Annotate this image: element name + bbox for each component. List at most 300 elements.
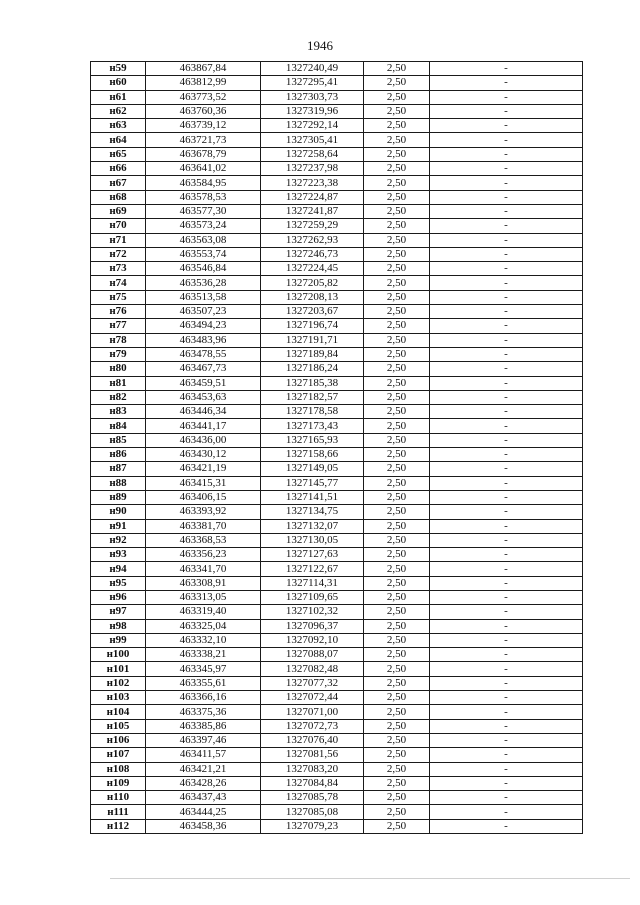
error-value-cell: 2,50 bbox=[364, 590, 430, 604]
table-row bbox=[91, 219, 583, 233]
x-coordinate-cell: 463437,43 bbox=[146, 791, 261, 805]
note-cell: - bbox=[430, 133, 583, 147]
note-cell: - bbox=[430, 233, 583, 247]
y-coordinate-cell: 1327208,13 bbox=[261, 290, 364, 304]
note-cell: - bbox=[430, 433, 583, 447]
x-coordinate-cell: 463341,70 bbox=[146, 562, 261, 576]
point-id-cell: н90 bbox=[91, 505, 146, 519]
error-value-cell: 2,50 bbox=[364, 204, 430, 218]
table-row bbox=[91, 133, 583, 147]
table-row bbox=[91, 490, 583, 504]
point-id-cell: н97 bbox=[91, 605, 146, 619]
note-cell: - bbox=[430, 533, 583, 547]
error-value-cell: 2,50 bbox=[364, 733, 430, 747]
x-coordinate-cell: 463375,36 bbox=[146, 705, 261, 719]
table-row bbox=[91, 590, 583, 604]
x-coordinate-cell: 463345,97 bbox=[146, 662, 261, 676]
point-id-cell: н62 bbox=[91, 104, 146, 118]
x-coordinate-cell: 463458,36 bbox=[146, 819, 261, 833]
note-cell: - bbox=[430, 347, 583, 361]
y-coordinate-cell: 1327205,82 bbox=[261, 276, 364, 290]
table-row bbox=[91, 776, 583, 790]
note-cell: - bbox=[430, 576, 583, 590]
note-cell: - bbox=[430, 791, 583, 805]
point-id-cell: н81 bbox=[91, 376, 146, 390]
error-value-cell: 2,50 bbox=[364, 562, 430, 576]
error-value-cell: 2,50 bbox=[364, 762, 430, 776]
y-coordinate-cell: 1327079,23 bbox=[261, 819, 364, 833]
y-coordinate-cell: 1327185,38 bbox=[261, 376, 364, 390]
note-cell: - bbox=[430, 819, 583, 833]
table-row bbox=[91, 633, 583, 647]
y-coordinate-cell: 1327178,58 bbox=[261, 405, 364, 419]
error-value-cell: 2,50 bbox=[364, 233, 430, 247]
table-row bbox=[91, 462, 583, 476]
point-id-cell: н92 bbox=[91, 533, 146, 547]
error-value-cell: 2,50 bbox=[364, 390, 430, 404]
table-row bbox=[91, 247, 583, 261]
x-coordinate-cell: 463577,30 bbox=[146, 204, 261, 218]
x-coordinate-cell: 463421,21 bbox=[146, 762, 261, 776]
table-row bbox=[91, 762, 583, 776]
table-row bbox=[91, 233, 583, 247]
table-row bbox=[91, 262, 583, 276]
error-value-cell: 2,50 bbox=[364, 476, 430, 490]
note-cell: - bbox=[430, 448, 583, 462]
error-value-cell: 2,50 bbox=[364, 62, 430, 76]
x-coordinate-cell: 463453,63 bbox=[146, 390, 261, 404]
x-coordinate-cell: 463366,16 bbox=[146, 691, 261, 705]
y-coordinate-cell: 1327127,63 bbox=[261, 548, 364, 562]
error-value-cell: 2,50 bbox=[364, 791, 430, 805]
table-row bbox=[91, 476, 583, 490]
error-value-cell: 2,50 bbox=[364, 276, 430, 290]
error-value-cell: 2,50 bbox=[364, 490, 430, 504]
y-coordinate-cell: 1327165,93 bbox=[261, 433, 364, 447]
table-row bbox=[91, 204, 583, 218]
note-cell: - bbox=[430, 762, 583, 776]
y-coordinate-cell: 1327088,07 bbox=[261, 648, 364, 662]
table-row bbox=[91, 176, 583, 190]
x-coordinate-cell: 463325,04 bbox=[146, 619, 261, 633]
table-row bbox=[91, 748, 583, 762]
point-id-cell: н91 bbox=[91, 519, 146, 533]
x-coordinate-cell: 463584,95 bbox=[146, 176, 261, 190]
note-cell: - bbox=[430, 162, 583, 176]
table-row bbox=[91, 147, 583, 161]
error-value-cell: 2,50 bbox=[364, 419, 430, 433]
note-cell: - bbox=[430, 419, 583, 433]
y-coordinate-cell: 1327258,64 bbox=[261, 147, 364, 161]
page-bottom-line bbox=[110, 878, 630, 879]
error-value-cell: 2,50 bbox=[364, 748, 430, 762]
table-row bbox=[91, 733, 583, 747]
note-cell: - bbox=[430, 305, 583, 319]
point-id-cell: н100 bbox=[91, 648, 146, 662]
x-coordinate-cell: 463812,99 bbox=[146, 76, 261, 90]
x-coordinate-cell: 463494,23 bbox=[146, 319, 261, 333]
note-cell: - bbox=[430, 705, 583, 719]
note-cell: - bbox=[430, 776, 583, 790]
point-id-cell: н104 bbox=[91, 705, 146, 719]
table-row bbox=[91, 90, 583, 104]
y-coordinate-cell: 1327096,37 bbox=[261, 619, 364, 633]
y-coordinate-cell: 1327092,10 bbox=[261, 633, 364, 647]
note-cell: - bbox=[430, 662, 583, 676]
y-coordinate-cell: 1327122,67 bbox=[261, 562, 364, 576]
error-value-cell: 2,50 bbox=[364, 247, 430, 261]
table-row bbox=[91, 347, 583, 361]
y-coordinate-cell: 1327240,49 bbox=[261, 62, 364, 76]
note-cell: - bbox=[430, 733, 583, 747]
point-id-cell: н99 bbox=[91, 633, 146, 647]
y-coordinate-cell: 1327141,51 bbox=[261, 490, 364, 504]
x-coordinate-cell: 463867,84 bbox=[146, 62, 261, 76]
y-coordinate-cell: 1327262,93 bbox=[261, 233, 364, 247]
x-coordinate-cell: 463739,12 bbox=[146, 119, 261, 133]
y-coordinate-cell: 1327081,56 bbox=[261, 748, 364, 762]
note-cell: - bbox=[430, 519, 583, 533]
y-coordinate-cell: 1327182,57 bbox=[261, 390, 364, 404]
point-id-cell: н74 bbox=[91, 276, 146, 290]
x-coordinate-cell: 463415,31 bbox=[146, 476, 261, 490]
x-coordinate-cell: 463760,36 bbox=[146, 104, 261, 118]
point-id-cell: н80 bbox=[91, 362, 146, 376]
error-value-cell: 2,50 bbox=[364, 262, 430, 276]
note-cell: - bbox=[430, 319, 583, 333]
error-value-cell: 2,50 bbox=[364, 548, 430, 562]
table-row bbox=[91, 691, 583, 705]
y-coordinate-cell: 1327237,98 bbox=[261, 162, 364, 176]
table-row bbox=[91, 719, 583, 733]
x-coordinate-cell: 463430,12 bbox=[146, 448, 261, 462]
x-coordinate-cell: 463308,91 bbox=[146, 576, 261, 590]
point-id-cell: н109 bbox=[91, 776, 146, 790]
note-cell: - bbox=[430, 490, 583, 504]
y-coordinate-cell: 1327303,73 bbox=[261, 90, 364, 104]
y-coordinate-cell: 1327158,66 bbox=[261, 448, 364, 462]
x-coordinate-cell: 463721,73 bbox=[146, 133, 261, 147]
table-row bbox=[91, 576, 583, 590]
note-cell: - bbox=[430, 276, 583, 290]
x-coordinate-cell: 463428,26 bbox=[146, 776, 261, 790]
table-row bbox=[91, 605, 583, 619]
point-id-cell: н106 bbox=[91, 733, 146, 747]
point-id-cell: н70 bbox=[91, 219, 146, 233]
table-row bbox=[91, 376, 583, 390]
table-row bbox=[91, 290, 583, 304]
y-coordinate-cell: 1327071,00 bbox=[261, 705, 364, 719]
table-row bbox=[91, 562, 583, 576]
point-id-cell: н82 bbox=[91, 390, 146, 404]
y-coordinate-cell: 1327203,67 bbox=[261, 305, 364, 319]
y-coordinate-cell: 1327102,32 bbox=[261, 605, 364, 619]
error-value-cell: 2,50 bbox=[364, 662, 430, 676]
y-coordinate-cell: 1327085,08 bbox=[261, 805, 364, 819]
x-coordinate-cell: 463563,08 bbox=[146, 233, 261, 247]
table-row bbox=[91, 662, 583, 676]
error-value-cell: 2,50 bbox=[364, 505, 430, 519]
x-coordinate-cell: 463356,23 bbox=[146, 548, 261, 562]
table-row bbox=[91, 819, 583, 833]
note-cell: - bbox=[430, 505, 583, 519]
note-cell: - bbox=[430, 62, 583, 76]
point-id-cell: н87 bbox=[91, 462, 146, 476]
error-value-cell: 2,50 bbox=[364, 676, 430, 690]
y-coordinate-cell: 1327305,41 bbox=[261, 133, 364, 147]
note-cell: - bbox=[430, 390, 583, 404]
y-coordinate-cell: 1327109,65 bbox=[261, 590, 364, 604]
note-cell: - bbox=[430, 219, 583, 233]
y-coordinate-cell: 1327114,31 bbox=[261, 576, 364, 590]
x-coordinate-cell: 463546,84 bbox=[146, 262, 261, 276]
x-coordinate-cell: 463773,52 bbox=[146, 90, 261, 104]
point-id-cell: н103 bbox=[91, 691, 146, 705]
error-value-cell: 2,50 bbox=[364, 76, 430, 90]
x-coordinate-cell: 463553,74 bbox=[146, 247, 261, 261]
x-coordinate-cell: 463368,53 bbox=[146, 533, 261, 547]
table-row bbox=[91, 448, 583, 462]
error-value-cell: 2,50 bbox=[364, 119, 430, 133]
y-coordinate-cell: 1327196,74 bbox=[261, 319, 364, 333]
error-value-cell: 2,50 bbox=[364, 219, 430, 233]
x-coordinate-cell: 463573,24 bbox=[146, 219, 261, 233]
error-value-cell: 2,50 bbox=[364, 362, 430, 376]
y-coordinate-cell: 1327224,45 bbox=[261, 262, 364, 276]
x-coordinate-cell: 463483,96 bbox=[146, 333, 261, 347]
point-id-cell: н88 bbox=[91, 476, 146, 490]
x-coordinate-cell: 463411,57 bbox=[146, 748, 261, 762]
y-coordinate-cell: 1327189,84 bbox=[261, 347, 364, 361]
error-value-cell: 2,50 bbox=[364, 376, 430, 390]
point-id-cell: н71 bbox=[91, 233, 146, 247]
point-id-cell: н83 bbox=[91, 405, 146, 419]
point-id-cell: н86 bbox=[91, 448, 146, 462]
note-cell: - bbox=[430, 648, 583, 662]
y-coordinate-cell: 1327295,41 bbox=[261, 76, 364, 90]
note-cell: - bbox=[430, 748, 583, 762]
note-cell: - bbox=[430, 119, 583, 133]
error-value-cell: 2,50 bbox=[364, 433, 430, 447]
error-value-cell: 2,50 bbox=[364, 176, 430, 190]
point-id-cell: н93 bbox=[91, 548, 146, 562]
error-value-cell: 2,50 bbox=[364, 576, 430, 590]
note-cell: - bbox=[430, 605, 583, 619]
note-cell: - bbox=[430, 719, 583, 733]
y-coordinate-cell: 1327076,40 bbox=[261, 733, 364, 747]
y-coordinate-cell: 1327259,29 bbox=[261, 219, 364, 233]
table-row bbox=[91, 519, 583, 533]
note-cell: - bbox=[430, 805, 583, 819]
table-row bbox=[91, 548, 583, 562]
note-cell: - bbox=[430, 676, 583, 690]
table-row bbox=[91, 333, 583, 347]
error-value-cell: 2,50 bbox=[364, 691, 430, 705]
point-id-cell: н65 bbox=[91, 147, 146, 161]
table-row bbox=[91, 619, 583, 633]
x-coordinate-cell: 463441,17 bbox=[146, 419, 261, 433]
table-row bbox=[91, 76, 583, 90]
point-id-cell: н67 bbox=[91, 176, 146, 190]
point-id-cell: н73 bbox=[91, 262, 146, 276]
y-coordinate-cell: 1327084,84 bbox=[261, 776, 364, 790]
point-id-cell: н77 bbox=[91, 319, 146, 333]
coordinates-table-body bbox=[91, 62, 583, 834]
note-cell: - bbox=[430, 147, 583, 161]
error-value-cell: 2,50 bbox=[364, 319, 430, 333]
error-value-cell: 2,50 bbox=[364, 333, 430, 347]
table-row bbox=[91, 405, 583, 419]
table-row bbox=[91, 505, 583, 519]
error-value-cell: 2,50 bbox=[364, 290, 430, 304]
point-id-cell: н84 bbox=[91, 419, 146, 433]
point-id-cell: н76 bbox=[91, 305, 146, 319]
y-coordinate-cell: 1327077,32 bbox=[261, 676, 364, 690]
point-id-cell: н64 bbox=[91, 133, 146, 147]
error-value-cell: 2,50 bbox=[364, 448, 430, 462]
error-value-cell: 2,50 bbox=[364, 519, 430, 533]
note-cell: - bbox=[430, 362, 583, 376]
x-coordinate-cell: 463446,34 bbox=[146, 405, 261, 419]
y-coordinate-cell: 1327292,14 bbox=[261, 119, 364, 133]
point-id-cell: н63 bbox=[91, 119, 146, 133]
table-row bbox=[91, 390, 583, 404]
x-coordinate-cell: 463332,10 bbox=[146, 633, 261, 647]
note-cell: - bbox=[430, 204, 583, 218]
y-coordinate-cell: 1327319,96 bbox=[261, 104, 364, 118]
x-coordinate-cell: 463444,25 bbox=[146, 805, 261, 819]
x-coordinate-cell: 463478,55 bbox=[146, 347, 261, 361]
note-cell: - bbox=[430, 633, 583, 647]
note-cell: - bbox=[430, 90, 583, 104]
y-coordinate-cell: 1327246,73 bbox=[261, 247, 364, 261]
error-value-cell: 2,50 bbox=[364, 162, 430, 176]
y-coordinate-cell: 1327145,77 bbox=[261, 476, 364, 490]
point-id-cell: н105 bbox=[91, 719, 146, 733]
note-cell: - bbox=[430, 590, 583, 604]
point-id-cell: н95 bbox=[91, 576, 146, 590]
point-id-cell: н68 bbox=[91, 190, 146, 204]
y-coordinate-cell: 1327173,43 bbox=[261, 419, 364, 433]
note-cell: - bbox=[430, 176, 583, 190]
point-id-cell: н98 bbox=[91, 619, 146, 633]
note-cell: - bbox=[430, 333, 583, 347]
error-value-cell: 2,50 bbox=[364, 533, 430, 547]
x-coordinate-cell: 463385,86 bbox=[146, 719, 261, 733]
error-value-cell: 2,50 bbox=[364, 819, 430, 833]
note-cell: - bbox=[430, 104, 583, 118]
x-coordinate-cell: 463393,92 bbox=[146, 505, 261, 519]
x-coordinate-cell: 463381,70 bbox=[146, 519, 261, 533]
page-number: 1946 bbox=[307, 38, 333, 53]
point-id-cell: н85 bbox=[91, 433, 146, 447]
y-coordinate-cell: 1327241,87 bbox=[261, 204, 364, 218]
y-coordinate-cell: 1327083,20 bbox=[261, 762, 364, 776]
error-value-cell: 2,50 bbox=[364, 305, 430, 319]
error-value-cell: 2,50 bbox=[364, 648, 430, 662]
table-row bbox=[91, 305, 583, 319]
table-row bbox=[91, 805, 583, 819]
y-coordinate-cell: 1327072,44 bbox=[261, 691, 364, 705]
point-id-cell: н75 bbox=[91, 290, 146, 304]
error-value-cell: 2,50 bbox=[364, 719, 430, 733]
error-value-cell: 2,50 bbox=[364, 805, 430, 819]
note-cell: - bbox=[430, 405, 583, 419]
table-row bbox=[91, 104, 583, 118]
error-value-cell: 2,50 bbox=[364, 776, 430, 790]
coordinates-table bbox=[90, 61, 583, 834]
x-coordinate-cell: 463578,53 bbox=[146, 190, 261, 204]
error-value-cell: 2,50 bbox=[364, 705, 430, 719]
note-cell: - bbox=[430, 376, 583, 390]
y-coordinate-cell: 1327224,87 bbox=[261, 190, 364, 204]
table-row bbox=[91, 362, 583, 376]
y-coordinate-cell: 1327191,71 bbox=[261, 333, 364, 347]
table-row bbox=[91, 162, 583, 176]
table-row bbox=[91, 705, 583, 719]
point-id-cell: н59 bbox=[91, 62, 146, 76]
x-coordinate-cell: 463355,61 bbox=[146, 676, 261, 690]
point-id-cell: н107 bbox=[91, 748, 146, 762]
x-coordinate-cell: 463319,40 bbox=[146, 605, 261, 619]
note-cell: - bbox=[430, 190, 583, 204]
note-cell: - bbox=[430, 548, 583, 562]
error-value-cell: 2,50 bbox=[364, 462, 430, 476]
y-coordinate-cell: 1327085,78 bbox=[261, 791, 364, 805]
y-coordinate-cell: 1327132,07 bbox=[261, 519, 364, 533]
error-value-cell: 2,50 bbox=[364, 147, 430, 161]
point-id-cell: н111 bbox=[91, 805, 146, 819]
x-coordinate-cell: 463406,15 bbox=[146, 490, 261, 504]
note-cell: - bbox=[430, 262, 583, 276]
table-row bbox=[91, 190, 583, 204]
x-coordinate-cell: 463467,73 bbox=[146, 362, 261, 376]
error-value-cell: 2,50 bbox=[364, 347, 430, 361]
table-row bbox=[91, 276, 583, 290]
y-coordinate-cell: 1327149,05 bbox=[261, 462, 364, 476]
note-cell: - bbox=[430, 619, 583, 633]
point-id-cell: н96 bbox=[91, 590, 146, 604]
point-id-cell: н78 bbox=[91, 333, 146, 347]
point-id-cell: н108 bbox=[91, 762, 146, 776]
x-coordinate-cell: 463459,51 bbox=[146, 376, 261, 390]
y-coordinate-cell: 1327186,24 bbox=[261, 362, 364, 376]
error-value-cell: 2,50 bbox=[364, 405, 430, 419]
point-id-cell: н61 bbox=[91, 90, 146, 104]
note-cell: - bbox=[430, 476, 583, 490]
x-coordinate-cell: 463421,19 bbox=[146, 462, 261, 476]
error-value-cell: 2,50 bbox=[364, 104, 430, 118]
error-value-cell: 2,50 bbox=[364, 619, 430, 633]
y-coordinate-cell: 1327082,48 bbox=[261, 662, 364, 676]
error-value-cell: 2,50 bbox=[364, 605, 430, 619]
y-coordinate-cell: 1327223,38 bbox=[261, 176, 364, 190]
note-cell: - bbox=[430, 562, 583, 576]
error-value-cell: 2,50 bbox=[364, 90, 430, 104]
x-coordinate-cell: 463641,02 bbox=[146, 162, 261, 176]
note-cell: - bbox=[430, 76, 583, 90]
table-row bbox=[91, 433, 583, 447]
error-value-cell: 2,50 bbox=[364, 633, 430, 647]
note-cell: - bbox=[430, 691, 583, 705]
point-id-cell: н89 bbox=[91, 490, 146, 504]
note-cell: - bbox=[430, 462, 583, 476]
y-coordinate-cell: 1327130,05 bbox=[261, 533, 364, 547]
point-id-cell: н79 bbox=[91, 347, 146, 361]
table-row bbox=[91, 648, 583, 662]
x-coordinate-cell: 463397,46 bbox=[146, 733, 261, 747]
x-coordinate-cell: 463513,58 bbox=[146, 290, 261, 304]
